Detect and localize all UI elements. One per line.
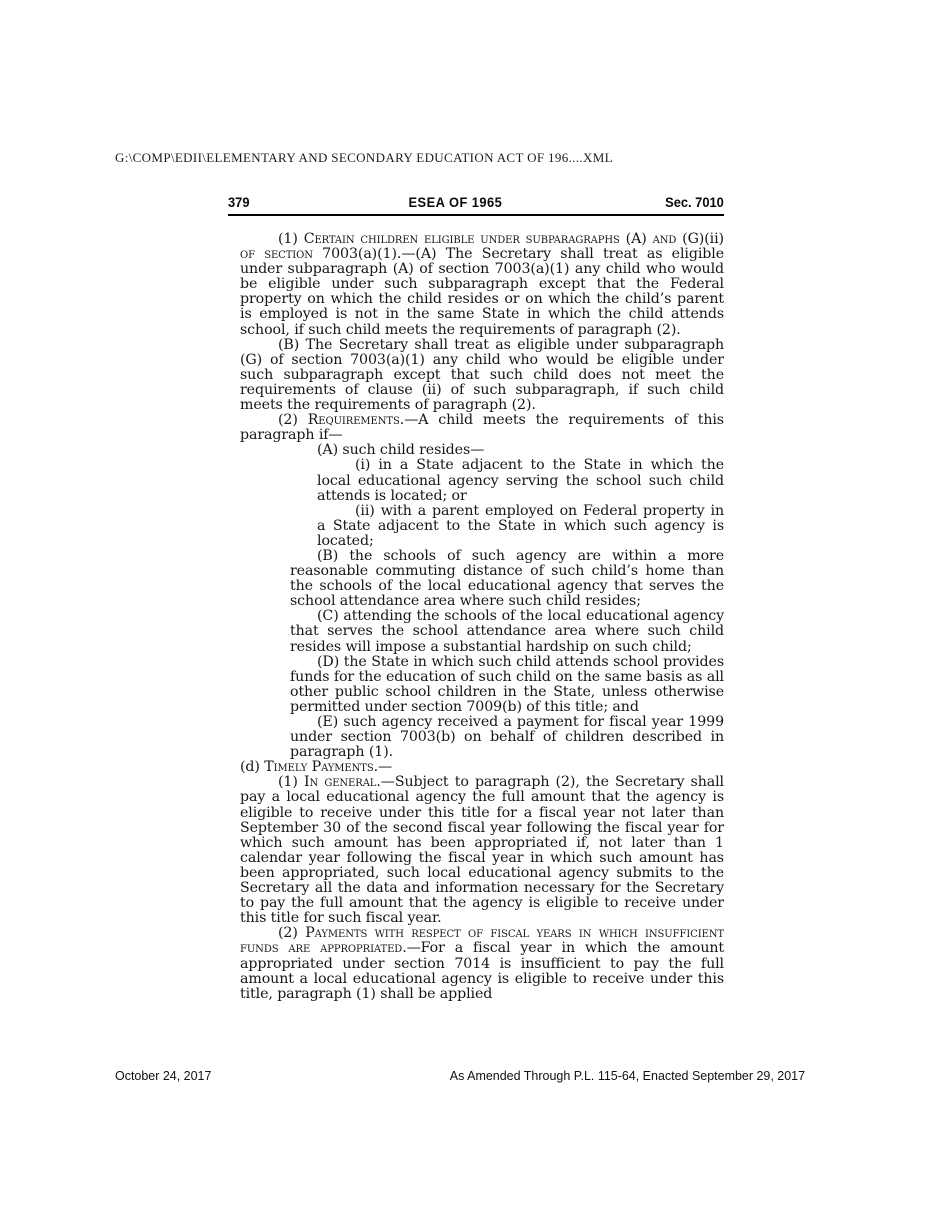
- paragraph: [240, 926, 724, 1001]
- paragraph: [290, 609, 724, 654]
- small-caps-heading-text: Certain children eligible under subparagraphs (A) and (G): [303, 232, 705, 247]
- section-number: Sec. 7010: [665, 194, 724, 210]
- paragraph-text: .—: [373, 759, 393, 776]
- paragraph: [240, 775, 724, 926]
- paragraph-text: (C) attending the schools of the local educational agency that serves the school attendance area where such child resides will impose a substantial hardship on such child;: [290, 608, 724, 655]
- paragraph-text: (i) in a State adjacent to the State in which the local educational agency serving the school such child attends is located; or: [317, 457, 724, 504]
- paragraph-text: (2): [278, 412, 308, 429]
- paragraph: [290, 549, 724, 609]
- paragraph-text: .—A child meets the requirements of this paragraph if—: [240, 412, 724, 444]
- paragraph: [290, 443, 724, 458]
- file-path-header: G:\COMP\EDII\ELEMENTARY AND SECONDARY EDUCATION ACT OF 196....XML: [115, 150, 613, 165]
- paragraph: [317, 504, 724, 549]
- paragraph-text: (B) the schools of such agency are within a more reasonable commuting distance of such child’s home than the schools of the local educational agency that serves the school attendance area where such child resides;: [290, 547, 724, 610]
- small-caps-heading-text: Payments with respect of fiscal years in which insufficient funds are appropriated: [240, 925, 724, 957]
- paragraph: [290, 655, 724, 715]
- footer-date: October 24, 2017: [115, 1068, 212, 1083]
- page-number: 379: [228, 194, 250, 210]
- small-caps-heading-text: In general: [303, 774, 377, 791]
- page-footer: [115, 1068, 805, 1083]
- paragraph-text: .—Subject to paragraph (2), the Secretary shall pay a local educational agency the full amount that the agency is eligible to receive under this title for a fiscal year not later than September 30 of the second fiscal year following the fiscal year for which such amount has been appropriated if, not later than 1 calendar year following the fiscal year in which such amount has been appropriated, such local educational agency submits to the Secretary all the data and information necessary for the Secretary to pay the full amount that the agency is eligible to receive under this title for such fiscal year.: [240, 774, 724, 927]
- paragraph-text: (d): [240, 759, 265, 776]
- paragraph-text: (B) The Secretary shall treat as eligible under subparagraph (G) of section 7003(a)(1) any child who would be eligible under such subparagraph except that such child does not meet the requirements of clause (ii) of such subparagraph, if such child meets the requirements of paragraph (2).: [240, 336, 724, 414]
- paragraph: [240, 232, 724, 338]
- paragraph: [240, 413, 724, 443]
- running-header: [228, 194, 724, 216]
- paragraph: [290, 715, 724, 760]
- paragraph-text: (a)(1).—(A) The Secretary shall treat as eligible under subparagraph (A) of section 7003(a)(1) any child who would be eligible under such subparagraph except that the Federal property on which the child resides or on which the child’s parent is employed is not in the same State in which the child attends school, if such child meets the requirements of paragraph (2).: [240, 246, 724, 338]
- paragraph-text: .—For a fiscal year in which the amount appropriated under section 7014 is insufficient to pay the full amount a local educational agency is eligible to receive under this title, paragraph (1) shall be applied: [240, 940, 724, 1002]
- paragraph: [240, 760, 724, 775]
- small-caps-heading-text: of section 7003: [240, 246, 358, 263]
- paragraph-text: (ii) with a parent employed on Federal property in a State adjacent to the State in which such agency is located;: [317, 502, 724, 549]
- paragraph-text: (E) such agency received a payment for fiscal year 1999 under section 7003(b) on behalf of children described in paragraph (1).: [290, 714, 724, 761]
- footer-amendment-note: As Amended Through P.L. 115-64, Enacted September 29, 2017: [449, 1068, 805, 1083]
- paragraph-text: (ii): [704, 232, 724, 247]
- paragraph-text: (A) such child resides—: [317, 442, 485, 459]
- small-caps-heading-text: Timely Payments: [264, 759, 374, 776]
- paragraph-text: (2): [278, 925, 306, 942]
- paragraph-text: (D) the State in which such child attends school provides funds for the education of such child on the same basis as all other public school children in the State, unless otherwise permitted under section 7009(b) of this title; and: [290, 653, 724, 715]
- document-body: [240, 232, 724, 1002]
- paragraph: [317, 458, 724, 503]
- paragraph-text: (1): [278, 774, 304, 791]
- small-caps-heading-text: Requirements: [307, 412, 400, 429]
- document-title: ESEA OF 1965: [408, 194, 503, 210]
- paragraph: [240, 338, 724, 413]
- paragraph-text: (1): [278, 232, 304, 247]
